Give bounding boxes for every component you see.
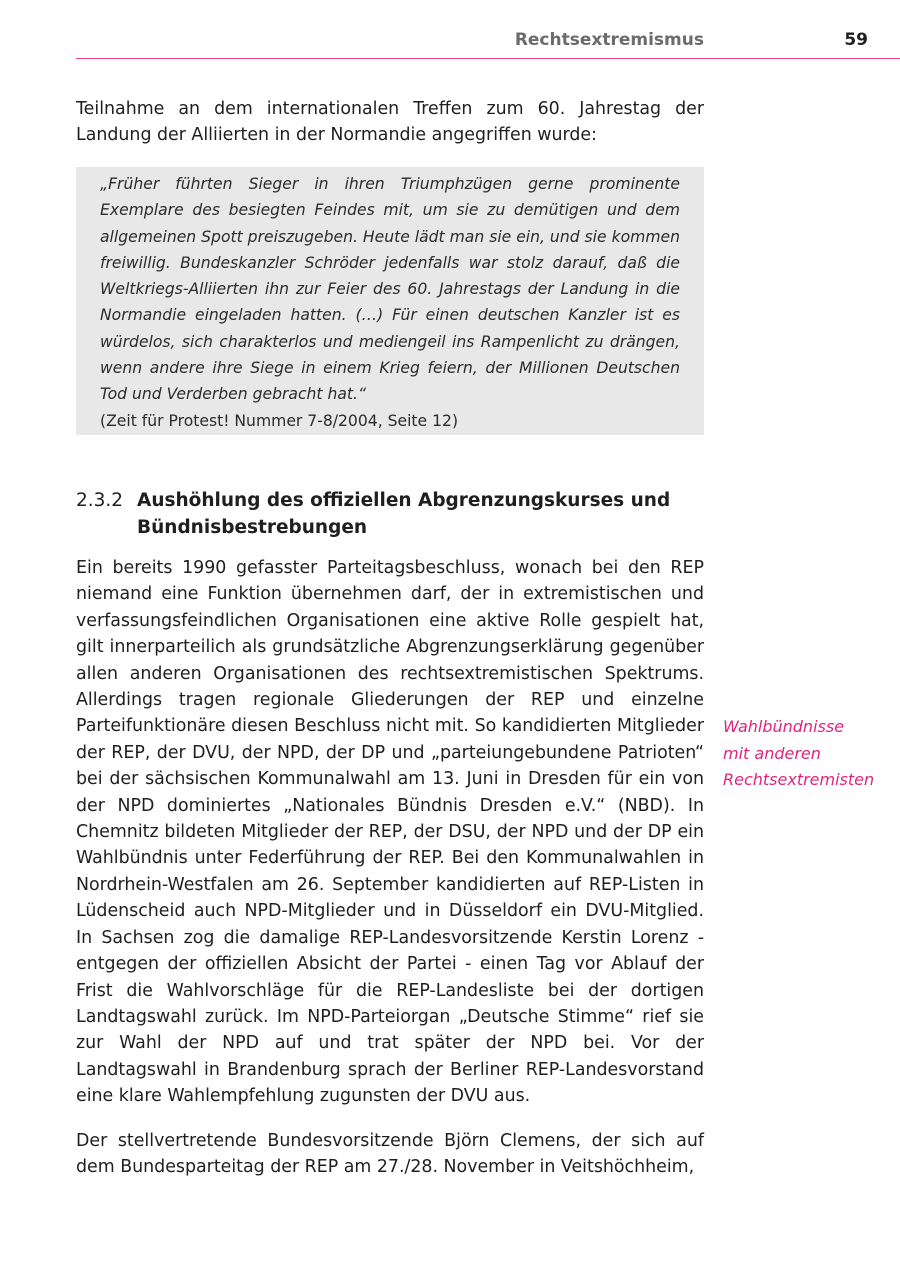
running-header bbox=[76, 22, 900, 59]
margin-note-line-2: mit anderen bbox=[723, 743, 821, 763]
margin-note-line-3: Rechtsextremisten bbox=[723, 770, 875, 789]
running-header-title: Rechtsextremismus bbox=[514, 30, 704, 50]
body-paragraph-1: Ein bereits 1990 gefasster Parteitagsbeschluss, wonach bei den REP niemand eine Funktion übernehmen darf, der in extremistischen und verfassungsfeindlichen Organisationen eine aktive Rolle gespielt hat, gilt innerparteilich als grundsätzliche Abgrenzungserklärung gegenüber allen anderen Organisationen des rechtsextremistischen Spektrums. Allerdings tragen regionale Gliederungen der REP und einzelne Parteifunktionäre diesen Beschluss nicht mit. So kandidierten Mitglieder der REP, der DVU, der NPD, der DP und „parteiungebundene Patrioten“ bei der sächsischen Kommunalwahl am 13. Juni in Dresden für ein von der NPD dominiertes „Nationales Bündnis Dresden e.V.“ (NBD). In Chemnitz bildeten Mitglieder der REP, der DSU, der NPD und der DP ein Wahlbündnis unter Federführung der REP. Bei den Kommunalwahlen in Nordrhein-Westfalen am 26. September kandidierten auf REP-Listen in Lüdenscheid auch NPD-Mitglieder und in Düsseldorf ein DVU-Mitglied. In Sachsen zog die damalige REP-Landesvorsitzende Kerstin Lorenz - entgegen der offiziellen Absicht der Partei - einen Tag vor Ablauf der Frist die Wahlvorschläge für die REP-Landesliste bei der dortigen Landtagswahl zurück. Im NPD-Parteiorgan „Deutsche Stimme“ rief sie zur Wahl der NPD auf und trat später der NPD bei. Vor der Landtagswahl in Brandenburg sprach der Berliner REP-Landesvorstand eine klare Wahlempfehlung zugunsten der DVU aus. bbox=[76, 558, 704, 1107]
margin-note bbox=[723, 714, 893, 794]
quote-text: „Früher führten Sieger in ihren Triumphzügen gerne prominente Exemplare des besiegten Feindes mit, um sie zu demütigen und dem allgemeinen Spott preiszugeben. Heute lädt man sie ein, und sie kommen freiwillig. Bundeskanzler Schröder jedenfalls war stolz darauf, daß die Weltkriegs-Alliierten ihn zur Feier des 60. Jahrestags der Landung in die Normandie eingeladen hatten. (…) Für einen deutschen Kanzler ist es würdelos, sich charakterlos und mediengeil ins Rampenlicht zu drängen, wenn andere ihre Siege in einem Krieg feiern, der Millionen Deutschen Tod und Verderben gebracht hat.“ bbox=[100, 175, 680, 404]
quote-box bbox=[76, 167, 704, 435]
body-paragraph-2: Der stellvertretende Bundesvorsitzende Björn Clemens, der sich auf dem Bundesparteitag der REP am 27./28. November in Veitshöchheim, bbox=[76, 1131, 704, 1178]
page-number: 59 bbox=[844, 30, 868, 50]
section-title: Aushöhlung des offiziellen Abgrenzungskurses und Bündnisbestrebungen bbox=[137, 490, 671, 538]
intro-paragraph: Teilnahme an dem internationalen Treffen zum 60. Jahrestag der Landung der Alliierten in der Normandie angegriffen wurde: bbox=[76, 99, 704, 146]
quote-source: (Zeit für Protest! Nummer 7-8/2004, Seite 12) bbox=[100, 411, 459, 430]
section-number: 2.3.2 bbox=[76, 490, 124, 511]
margin-note-line-1: Wahlbündnisse bbox=[723, 717, 845, 736]
section-heading bbox=[76, 488, 704, 541]
